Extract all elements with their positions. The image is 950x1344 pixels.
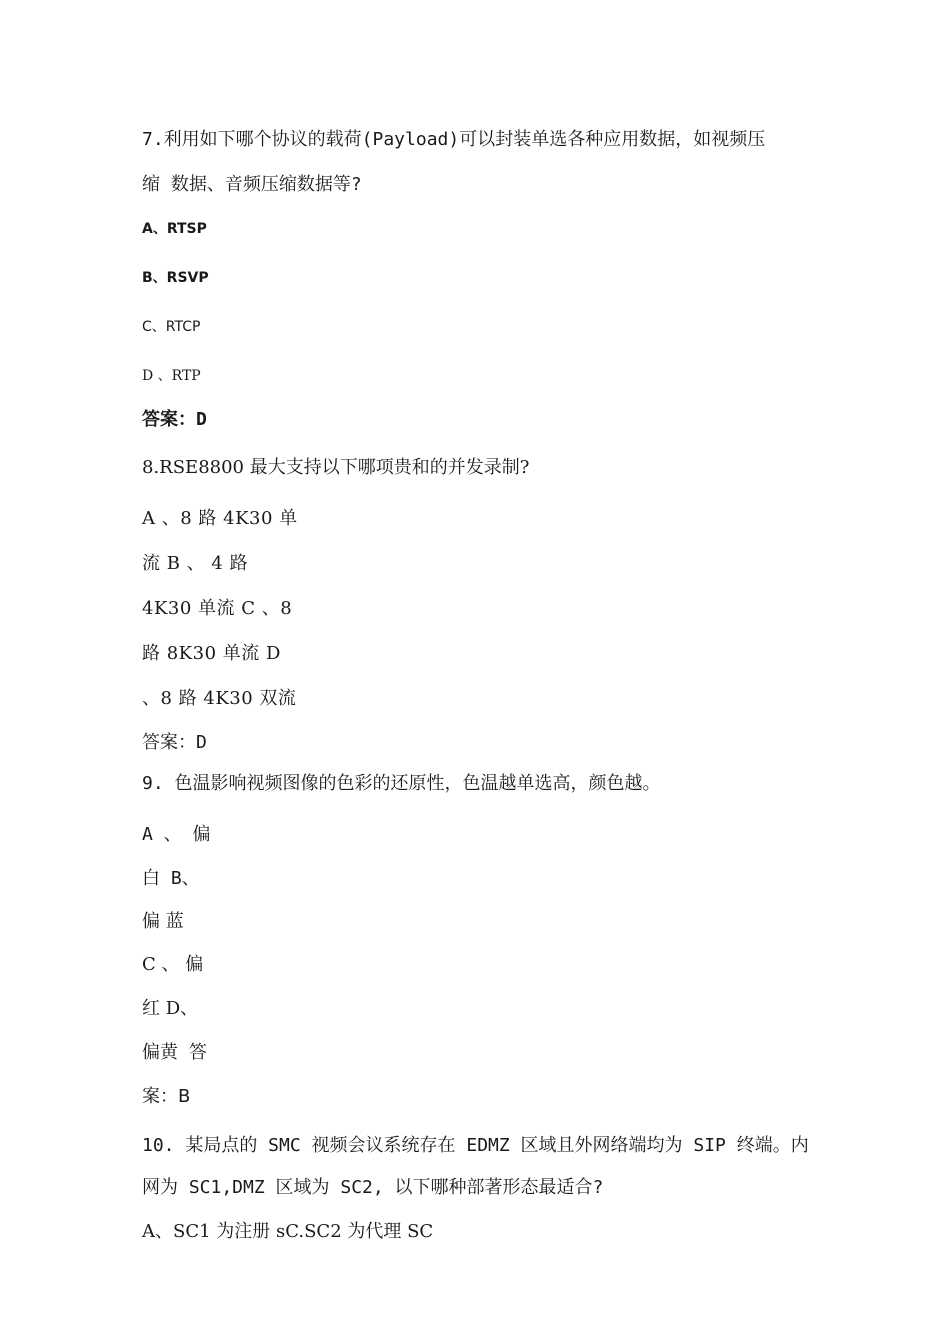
q10-stem-line-1: 10. 某局点的 SMC 视频会议系统存在 EDMZ 区域且外网络端均为 SIP 终端。内: [142, 1135, 809, 1156]
q8-options-line-2: 流 B 、 4 路: [142, 553, 249, 574]
q9-options-line-5: 红 D、: [142, 998, 199, 1019]
q9-options-line-6: 偏黄 答: [142, 1042, 207, 1063]
q7-option-c: C、RTCP: [142, 319, 201, 335]
q8-options-line-4: 路 8K30 单流 D: [142, 643, 281, 664]
q7-stem-line-2: 缩 数据、音频压缩数据等?: [142, 174, 362, 195]
q9-options-line-3: 偏 蓝: [142, 911, 184, 932]
q7-option-b: B、RSVP: [142, 270, 209, 286]
q7-option-d: D 、RTP: [142, 368, 201, 384]
q9-options-line-2: 白 B、: [142, 868, 200, 889]
q10-option-a: A、SC1 为注册 sC.SC2 为代理 SC: [142, 1221, 434, 1242]
q8-options-line-5: 、8 路 4K30 双流: [142, 688, 297, 709]
q8-options-line-1: A 、8 路 4K30 单: [142, 508, 298, 529]
q9-options-line-1: A 、 偏: [142, 824, 211, 845]
q9-options-line-4: C 、 偏: [142, 954, 204, 975]
q9-answer: 案：B: [142, 1086, 191, 1107]
q7-option-a: A、RTSP: [142, 221, 207, 237]
q9-stem: 9. 色温影响视频图像的色彩的还原性，色温越单选高，颜色越。: [142, 773, 661, 794]
q8-options-line-3: 4K30 单流 C 、8: [142, 598, 293, 619]
q7-answer: 答案：D: [142, 409, 207, 430]
q7-stem-line-1: 7.利用如下哪个协议的载荷(Payload)可以封装单选各种应用数据，如视频压: [142, 129, 766, 150]
q8-stem: 8.RSE8800 最大支持以下哪项贵和的并发录制?: [142, 457, 530, 478]
q8-answer: 答案：D: [142, 732, 207, 753]
q10-stem-line-2: 网为 SC1,DMZ 区域为 SC2, 以下哪种部著形态最适合?: [142, 1177, 604, 1198]
